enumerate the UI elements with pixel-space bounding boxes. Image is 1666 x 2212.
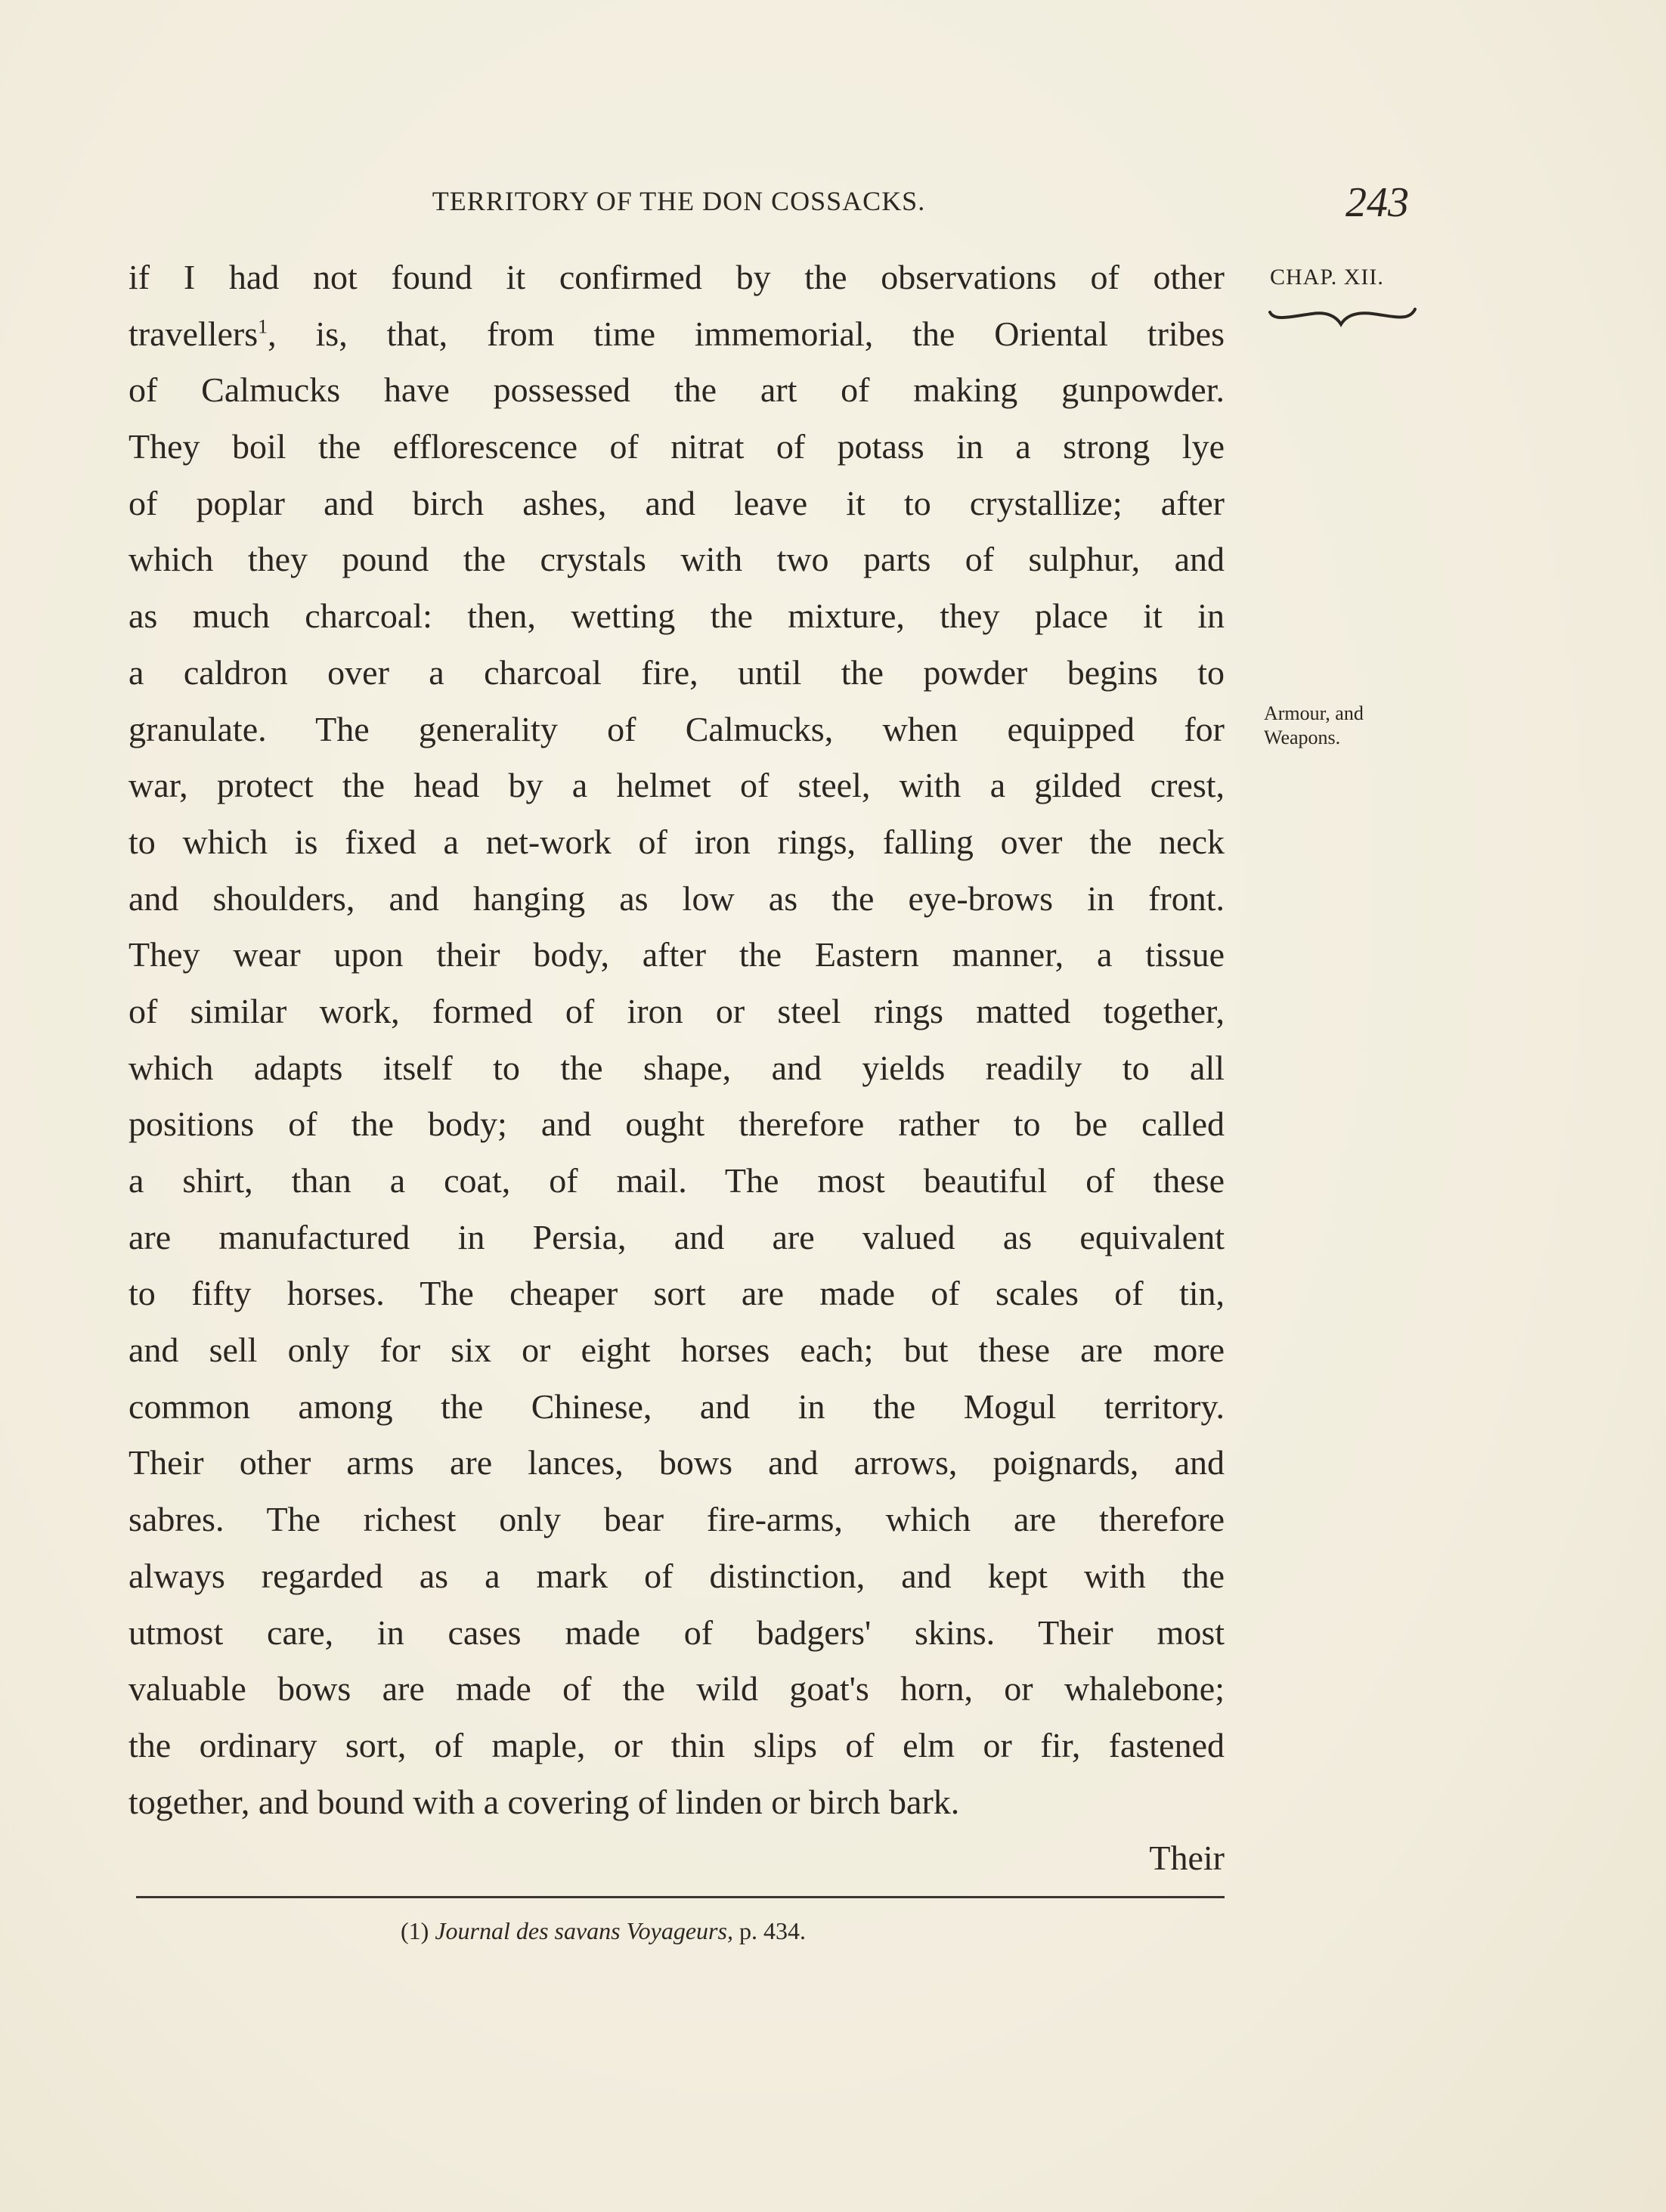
text-line: and sell only for six or eight horses each; but these are more — [129, 1331, 1225, 1370]
text-line: a shirt, than a coat, of mail. The most beautiful of these — [129, 1161, 1225, 1200]
text-fragment: , is, that, from time immemorial, the Oriental tribes — [268, 314, 1225, 353]
text-line: valuable bows are made of the wild goat's horn, or whalebone; — [129, 1669, 1225, 1709]
text-line: if I had not found it confirmed by the observations of other — [129, 258, 1225, 296]
text-line: They wear upon their body, after the Eastern manner, a tissue — [129, 935, 1225, 974]
curly-brace-ornament — [1267, 299, 1418, 336]
margin-note-line-2: Weapons. — [1264, 726, 1341, 748]
margin-note-line-1: Armour, and — [1264, 702, 1364, 724]
text-line: to which is fixed a net-work of iron rings, falling over the neck — [129, 822, 1225, 861]
text-line: and shoulders, and hanging as low as the eye-brows in front. — [129, 878, 1225, 918]
footnote-page: p. 434. — [739, 1917, 806, 1944]
footnote-reference: 1 — [258, 315, 268, 338]
text-line: of similar work, formed of iron or steel rings matted together, — [129, 991, 1225, 1030]
text-line: of poplar and birch ashes, and leave it to crystallize; after — [129, 483, 1225, 522]
text-line: sabres. The richest only bear fire-arms, which are therefore — [129, 1500, 1225, 1539]
text-line: together, and bound with a covering of linden or birch bark. — [129, 1782, 960, 1821]
footnote — [401, 1917, 806, 1945]
text-line: positions of the body; and ought therefore rather to be called — [129, 1104, 1225, 1144]
margin-note — [1264, 702, 1364, 750]
text-line: granulate. The generality of Calmucks, when equipped for — [129, 709, 1225, 748]
text-line: as much charcoal: then, wetting the mixture, they place it in — [129, 596, 1225, 636]
text-line: war, protect the head by a helmet of steel, with a gilded crest, — [129, 766, 1225, 805]
text-line: are manufactured in Persia, and are valued as equivalent — [129, 1217, 1225, 1256]
text-line: Their other arms are lances, bows and arrows, poignards, and — [129, 1443, 1225, 1482]
text-line: They boil the efflorescence of nitrat of potass in a strong lye — [129, 427, 1225, 466]
footnote-marker: (1) — [401, 1917, 429, 1944]
text-line: which adapts itself to the shape, and yields readily to all — [129, 1048, 1225, 1087]
text-line: the ordinary sort, of maple, or thin slips of elm or fir, fastened — [129, 1725, 1225, 1764]
running-title: TERRITORY OF THE DON COSSACKS. — [432, 186, 926, 216]
text-line — [129, 306, 1225, 363]
footnote-rule — [136, 1896, 1225, 1898]
footnote-title: Journal des savans Voyageurs, — [435, 1917, 733, 1944]
text-line: to fifty horses. The cheaper sort are made of scales of tin, — [129, 1274, 1225, 1313]
page-number: 243 — [1345, 179, 1409, 226]
text-line: utmost care, in cases made of badgers' skins. Their most — [129, 1613, 1225, 1652]
margin-chapter-label: CHAP. XII. — [1270, 265, 1384, 290]
text-line: of Calmucks have possessed the art of making gunpowder. — [129, 370, 1225, 410]
text-line: always regarded as a mark of distinction, and kept with the — [129, 1556, 1225, 1595]
text-line: a caldron over a charcoal fire, until the powder begins to — [129, 652, 1225, 692]
body-text — [129, 249, 1225, 1887]
text-fragment: travellers — [129, 314, 259, 353]
catchword: Their — [1149, 1839, 1225, 1878]
text-line: which they pound the crystals with two parts of sulphur, and — [129, 540, 1225, 579]
text-line: common among the Chinese, and in the Mogul territory. — [129, 1386, 1225, 1426]
